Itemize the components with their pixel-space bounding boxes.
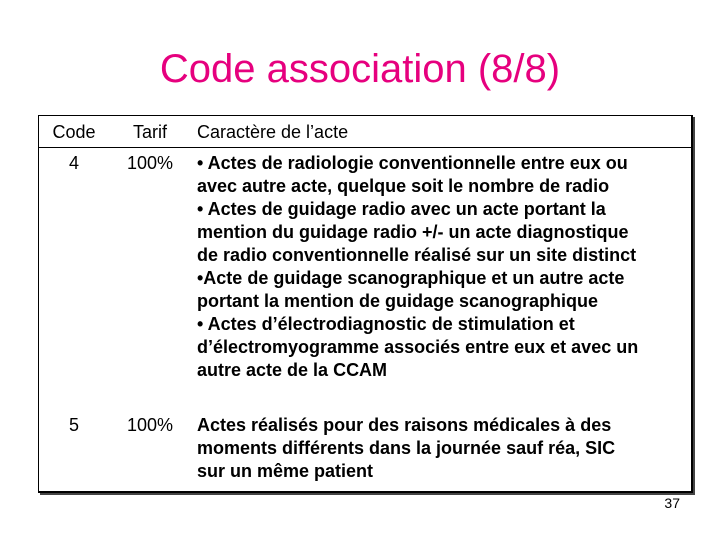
text-line: de radio conventionnelle réalisé sur un site distinct [197,245,637,265]
row-4-item-electrodiagnostic [197,313,689,382]
row-4-item-guidage-scanographique [197,267,689,313]
text-line: d’électromyogramme associés entre eux et avec un [197,337,639,357]
text-line: portant la mention de guidage scanographique [197,291,599,311]
table-header-divider [38,147,693,148]
text-line: moments différents dans la journée sauf réa, SIC [197,438,616,458]
text-line: avec autre acte, quelque soit le nombre de radio [197,176,610,196]
row-4-item-radiologie [197,152,689,198]
row-5-description [197,414,689,483]
text-line: mention du guidage radio +/- un acte diagnostique [197,222,629,242]
text-line: • Actes d’électrodiagnostic de stimulation et [197,314,575,334]
row-5-code: 5 [68,415,79,435]
header-caractere: Caractère de l’acte [197,122,349,142]
row-5-item-moments-differents [197,414,689,483]
header-code: Code [52,122,96,142]
text-line: • Actes de guidage radio avec un acte portant la [197,199,606,219]
row-4-item-guidage-radio [197,198,689,267]
text-line: sur un même patient [197,461,374,481]
text-line: • Actes de radiologie conventionnelle entre eux ou [197,153,628,173]
text-line: autre acte de la CCAM [197,360,388,380]
page-number: 37 [664,495,680,511]
row-5-tarif: 100% [126,415,174,435]
header-tarif: Tarif [132,122,167,142]
slide-title: Code association (8/8) [159,47,561,91]
text-line: •Acte de guidage scanographique et un autre acte [197,268,625,288]
row-4-code: 4 [68,153,79,173]
row-4-description [197,152,689,382]
text-line: Actes réalisés pour des raisons médicales à des [197,415,612,435]
row-4-tarif: 100% [126,153,174,173]
